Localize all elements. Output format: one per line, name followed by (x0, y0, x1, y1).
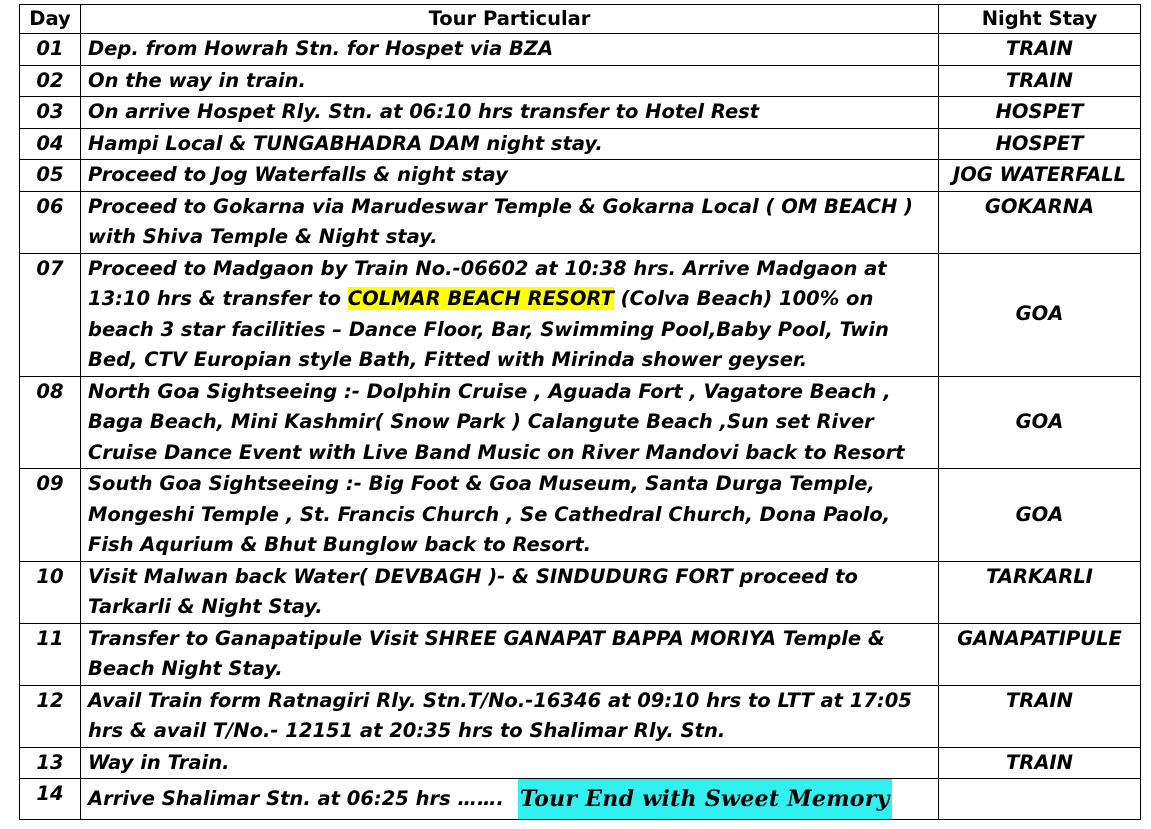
header-row (20, 5, 1141, 34)
tour-itinerary-table (19, 4, 1141, 820)
day-number: 11 (20, 623, 81, 685)
tour-particular: Way in Train. (81, 747, 939, 779)
table-row (20, 97, 1141, 129)
table-row (20, 779, 1141, 820)
particular-text-after: (Colva Beach) 100% on beach 3 star facilities – Dance Floor, Bar, Swimming Pool,Baby Pool, Twin Bed, CTV Europian style Bath, Fitted with Mirinda shower geyser. (88, 287, 889, 371)
header-night-stay: Night Stay (939, 5, 1141, 34)
table-row (20, 685, 1141, 747)
tour-particular (81, 779, 939, 820)
night-stay: GOA (939, 376, 1141, 469)
tour-particular: Hampi Local & TUNGABHADRA DAM night stay. (81, 128, 939, 160)
particular-text-before: Proceed to Madgaon by Train No.-06602 at 10:38 hrs. Arrive Madgaon at 13:10 hrs & transfer to (88, 256, 887, 310)
day-number: 08 (20, 376, 81, 469)
night-stay: GANAPATIPULE (939, 623, 1141, 685)
table-row (20, 65, 1141, 97)
day-number: 04 (20, 128, 81, 160)
table-row (20, 34, 1141, 66)
day-number: 05 (20, 160, 81, 192)
night-stay: TRAIN (939, 34, 1141, 66)
table-row (20, 160, 1141, 192)
table-row (20, 191, 1141, 253)
night-stay: TARKARLI (939, 561, 1141, 623)
day-number: 12 (20, 685, 81, 747)
table-row (20, 747, 1141, 779)
day-number: 03 (20, 97, 81, 129)
tour-particular: Transfer to Ganapatipule Visit SHREE GANAPAT BAPPA MORIYA Temple & Beach Night Stay. (81, 623, 939, 685)
night-stay: GOKARNA (939, 191, 1141, 253)
day-number: 14 (20, 779, 81, 820)
table-row (20, 561, 1141, 623)
day-number: 09 (20, 469, 81, 562)
table-row (20, 128, 1141, 160)
night-stay: HOSPET (939, 97, 1141, 129)
tour-particular: Proceed to Jog Waterfalls & night stay (81, 160, 939, 192)
night-stay: TRAIN (939, 65, 1141, 97)
highlighted-resort-name: COLMAR BEACH RESORT (347, 287, 614, 310)
day-number: 01 (20, 34, 81, 66)
tour-particular: North Goa Sightseeing :- Dolphin Cruise , Aguada Fort , Vagatore Beach , Baga Beach, Mini Kashmir( Snow Park ) Calangute Beach ,Sun set River Cruise Dance Event with Live Band Music on River Mandovi back to Resort (81, 376, 939, 469)
day-number: 13 (20, 747, 81, 779)
tour-particular: On the way in train. (81, 65, 939, 97)
day-number: 06 (20, 191, 81, 253)
night-stay: HOSPET (939, 128, 1141, 160)
tour-particular: Avail Train form Ratnagiri Rly. Stn.T/No.-16346 at 09:10 hrs to LTT at 17:05 hrs & avail T/No.- 12151 at 20:35 hrs to Shalimar Rly. Stn. (81, 685, 939, 747)
header-tour-particular: Tour Particular (81, 5, 939, 34)
header-day: Day (20, 5, 81, 34)
night-stay: JOG WATERFALL (939, 160, 1141, 192)
table-row (20, 469, 1141, 562)
night-stay: GOA (939, 253, 1141, 376)
tour-particular: Proceed to Gokarna via Marudeswar Temple & Gokarna Local ( OM BEACH ) with Shiva Temple & Night stay. (81, 191, 939, 253)
night-stay: TRAIN (939, 747, 1141, 779)
night-stay: TRAIN (939, 685, 1141, 747)
particular-text: Arrive Shalimar Stn. at 06:25 hrs ……. (88, 787, 504, 810)
table-row (20, 253, 1141, 376)
tour-particular: Dep. from Howrah Stn. for Hospet via BZA (81, 34, 939, 66)
table-row (20, 623, 1141, 685)
day-number: 10 (20, 561, 81, 623)
night-stay: GOA (939, 469, 1141, 562)
tour-particular: On arrive Hospet Rly. Stn. at 06:10 hrs transfer to Hotel Rest (81, 97, 939, 129)
day-number: 02 (20, 65, 81, 97)
tour-particular: Visit Malwan back Water( DEVBAGH )- & SINDUDURG FORT proceed to Tarkarli & Night Stay. (81, 561, 939, 623)
tour-end-tagline: Tour End with Sweet Memory (518, 779, 892, 819)
table-row (20, 376, 1141, 469)
night-stay (939, 779, 1141, 820)
tour-particular: South Goa Sightseeing :- Big Foot & Goa Museum, Santa Durga Temple, Mongeshi Temple , St. Francis Church , Se Cathedral Church, Dona Paolo, Fish Aqurium & Bhut Bunglow back to Resort. (81, 469, 939, 562)
day-number: 07 (20, 253, 81, 376)
tour-particular (81, 253, 939, 376)
